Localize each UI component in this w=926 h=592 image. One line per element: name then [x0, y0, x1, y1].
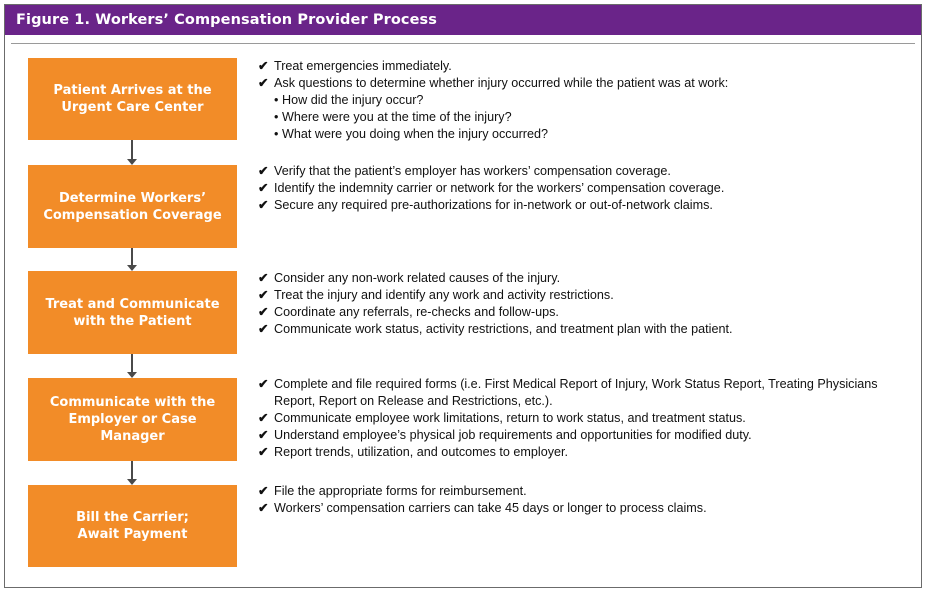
checkmark-icon: ✔ — [258, 271, 269, 285]
item-text: Ask questions to determine whether injury occurred while the patient was at work: — [274, 76, 729, 90]
connector-line — [131, 461, 133, 479]
step-box-4 — [28, 378, 237, 461]
checkmark-icon: ✔ — [258, 484, 269, 498]
checklist-item — [258, 321, 898, 338]
item-text: Treat the injury and identify any work and activity restrictions. — [274, 288, 614, 302]
sub-bullet-item — [258, 92, 898, 109]
checklist-item — [258, 75, 898, 92]
checklist-item — [258, 410, 898, 427]
checklist-item — [258, 287, 898, 304]
checkmark-icon: ✔ — [258, 322, 269, 336]
step-label: Determine Workers’ Compensation Coverage — [43, 190, 222, 223]
checklist-item — [258, 444, 898, 461]
checklist-item — [258, 197, 898, 214]
checklist-item — [258, 483, 898, 500]
checklist-item — [258, 58, 898, 75]
sub-bullet-item — [258, 109, 898, 126]
step-2-checklist — [258, 163, 898, 214]
item-text: How did the injury occur? — [282, 93, 424, 107]
item-text: What were you doing when the injury occurred? — [282, 127, 549, 141]
bullet-icon: • — [274, 110, 279, 124]
item-text: Understand employee’s physical job requirements and opportunities for modified duty. — [274, 428, 752, 442]
item-text: File the appropriate forms for reimbursement. — [274, 484, 527, 498]
checkmark-icon: ✔ — [258, 76, 269, 90]
step-box-3 — [28, 271, 237, 354]
item-text: Treat emergencies immediately. — [274, 59, 452, 73]
checklist-item — [258, 376, 898, 410]
item-text: Verify that the patient’s employer has workers’ compensation coverage. — [274, 164, 671, 178]
item-text: Coordinate any referrals, re-checks and follow-ups. — [274, 305, 559, 319]
step-3-checklist — [258, 270, 898, 338]
step-label: Treat and Communicate with the Patient — [45, 296, 220, 329]
checkmark-icon: ✔ — [258, 377, 269, 391]
step-1-checklist — [258, 58, 898, 143]
step-box-2 — [28, 165, 237, 248]
connector-line — [131, 354, 133, 372]
inner-divider — [11, 43, 915, 44]
checkmark-icon: ✔ — [258, 501, 269, 515]
connector-line — [131, 140, 133, 159]
sub-bullet-item — [258, 126, 898, 143]
step-label: Patient Arrives at the Urgent Care Center — [53, 83, 212, 115]
checkmark-icon: ✔ — [258, 411, 269, 425]
checkmark-icon: ✔ — [258, 288, 269, 302]
item-text: Workers’ compensation carriers can take 45 days or longer to process claims. — [274, 501, 707, 515]
step-box-1 — [28, 58, 237, 140]
item-text: Complete and file required forms (i.e. First Medical Report of Injury, Work Status Report, Treating Physicians Report, Report on Release and Restrictions, etc.). — [274, 377, 878, 408]
connector-line — [131, 248, 133, 265]
bullet-icon: • — [274, 93, 279, 107]
checkmark-icon: ✔ — [258, 305, 269, 319]
item-text: Secure any required pre-authorizations for in-network or out-of-network claims. — [274, 198, 713, 212]
checklist-item — [258, 427, 898, 444]
item-text: Where were you at the time of the injury? — [282, 110, 512, 124]
figure-title-bar — [5, 5, 921, 35]
checklist-item — [258, 500, 898, 517]
item-text: Report trends, utilization, and outcomes to employer. — [274, 445, 569, 459]
checkmark-icon: ✔ — [258, 164, 269, 178]
step-4-checklist — [258, 376, 898, 461]
figure-frame — [4, 4, 922, 588]
checklist-item — [258, 270, 898, 287]
step-label: Communicate with the Employer or Case Manager — [49, 395, 216, 444]
step-label: Bill the Carrier; Await Payment — [76, 510, 189, 542]
bullet-icon: • — [274, 127, 279, 141]
item-text: Consider any non-work related causes of the injury. — [274, 271, 561, 285]
checkmark-icon: ✔ — [258, 428, 269, 442]
checklist-item — [258, 304, 898, 321]
step-5-checklist — [258, 483, 898, 517]
checklist-item — [258, 180, 898, 197]
item-text: Communicate work status, activity restrictions, and treatment plan with the patient. — [274, 322, 733, 336]
figure-title: Figure 1. Workers’ Compensation Provider Process — [16, 12, 437, 28]
checkmark-icon: ✔ — [258, 181, 269, 195]
checklist-item — [258, 163, 898, 180]
item-text: Communicate employee work limitations, return to work status, and treatment status. — [274, 411, 746, 425]
checkmark-icon: ✔ — [258, 445, 269, 459]
checkmark-icon: ✔ — [258, 59, 269, 73]
step-box-5 — [28, 485, 237, 567]
checkmark-icon: ✔ — [258, 198, 269, 212]
item-text: Identify the indemnity carrier or network for the workers’ compensation coverage. — [274, 181, 725, 195]
